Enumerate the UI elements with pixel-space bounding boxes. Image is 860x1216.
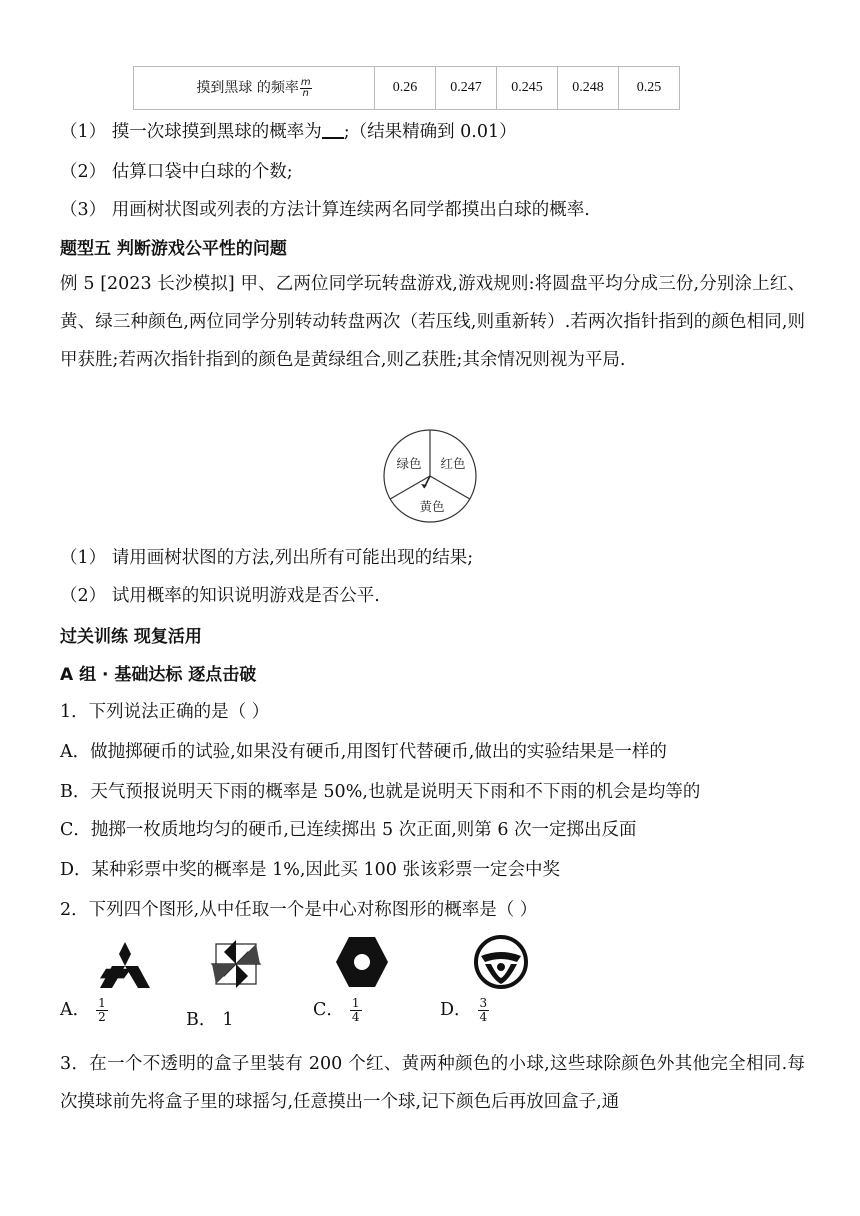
option-c: [313, 996, 362, 1024]
option-d-fraction: [478, 997, 490, 1024]
table-cell: 0.247: [436, 67, 497, 110]
question-1-stem: 1．下列说法正确的是（ ）: [60, 702, 270, 722]
table-cell: 0.245: [497, 67, 558, 110]
fraction-denominator: 4: [351, 1010, 360, 1024]
section-title-5: 题型五 判断游戏公平性的问题: [60, 239, 287, 259]
fraction-denominator: 4: [479, 1010, 488, 1024]
option-b-value: 1: [222, 1010, 234, 1030]
group-a-title: A 组 · 基础达标 逐点击破: [60, 665, 257, 685]
question-1-option-b: B．天气预报说明天下雨的概率是 50%,也就是说明天下雨和不下雨的机会是均等的: [60, 782, 701, 802]
example-5-text: 例 5 [2023 长沙模拟] 甲、乙两位同学玩转盘游戏,游戏规则:将圆盘平均分成三份,分别涂上红、黄、绿三种颜色,两位同学分别转动转盘两次（若压线,则重新转）.若两次指针指到的颜色相同,则甲获胜;若两次指针指到的颜色是黄绿组合,则乙获胜;其余情况则视为平局.: [60, 274, 805, 370]
spinner-label-yellow: 黄色: [419, 499, 445, 514]
question-2-stem: 2．下列四个图形,从中任取一个是中心对称图形的概率是（ ）: [60, 900, 538, 920]
table-row: [134, 67, 680, 110]
option-d-label: D．: [440, 1000, 472, 1020]
question-2-options: [60, 996, 660, 1036]
table-header-cell: [134, 67, 375, 110]
fraction-numerator: 1: [351, 996, 360, 1010]
option-a-fraction: [96, 997, 108, 1024]
header-label: 摸到黑球 的频率: [196, 80, 299, 97]
shield-emblem-icon: [473, 934, 529, 990]
sub-question-2: （2） 估算口袋中白球的个数;: [60, 162, 293, 182]
option-b-label: B．: [186, 1010, 217, 1030]
example-5-q2: （2） 试用概率的知识说明游戏是否公平.: [60, 586, 380, 606]
option-a: [60, 996, 108, 1024]
spinner-divider: [430, 476, 470, 499]
hex-nut-icon: [334, 934, 390, 990]
question-1-option-d: D．某种彩票中奖的概率是 1%,因此买 100 张该彩票一定会中奖: [60, 860, 560, 880]
spinner-label-red: 红色: [440, 456, 466, 471]
question-3-text: 3．在一个不透明的盒子里装有 200 个红、黄两种颜色的小球,这些球除颜色外其他完全相同.每次摸球前先将盒子里的球摇匀,任意摸出一个球,记下颜色后再放回盒子,通: [60, 1054, 805, 1112]
option-c-label: C．: [313, 1000, 344, 1020]
sub-question-1: [60, 118, 517, 143]
question-1-option-c: C．抛掷一枚质地均匀的硬币,已连续掷出 5 次正面,则第 6 次一定掷出反面: [60, 820, 637, 840]
fraction-numerator: 1: [98, 996, 106, 1010]
fraction-denominator: n: [302, 87, 309, 99]
fraction-numerator: m: [300, 76, 311, 88]
table-cell: 0.248: [558, 67, 619, 110]
frequency-table: [133, 66, 680, 110]
sub-question-1-text: （1） 摸一次球摸到黑球的概率为: [60, 122, 322, 142]
fraction-numerator: 3: [479, 996, 488, 1010]
sub-question-3: （3） 用画树状图或列表的方法计算连续两名同学都摸出白球的概率.: [60, 200, 590, 220]
table-cell: 0.26: [375, 67, 436, 110]
pinwheel-icon: [208, 936, 264, 992]
fraction-m-over-n: [300, 78, 312, 99]
option-b: [186, 1006, 234, 1031]
option-a-label: A．: [60, 1000, 91, 1020]
sub-question-1-suffix: ;（结果精确到 0.01）: [343, 122, 517, 142]
spinner-figure: [380, 426, 480, 526]
option-d: [440, 996, 489, 1024]
three-diamond-logo-icon: [98, 940, 152, 990]
spinner-label-green: 绿色: [396, 456, 422, 471]
question-1-option-a: A．做抛掷硬币的试验,如果没有硬币,用图钉代替硬币,做出的实验结果是一样的: [60, 742, 667, 762]
table-cell: 0.25: [619, 67, 680, 110]
fraction-denominator: 2: [98, 1010, 106, 1024]
example-5-q1: （1） 请用画树状图的方法,列出所有可能出现的结果;: [60, 548, 474, 568]
option-c-fraction: [350, 997, 362, 1024]
training-title: 过关训练 现复活用: [60, 627, 202, 647]
answer-blank[interactable]: [322, 120, 344, 139]
